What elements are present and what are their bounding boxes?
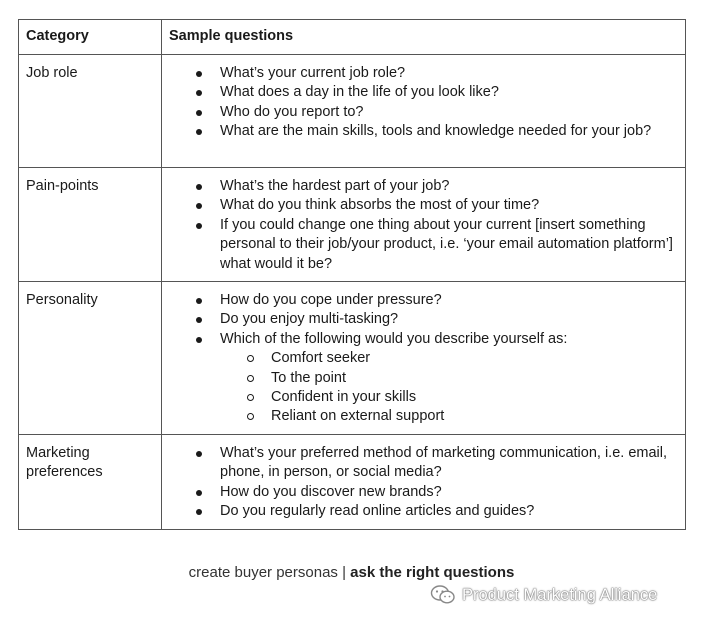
watermark-text: Product Marketing Alliance bbox=[462, 585, 658, 604]
list-item: What’s the hardest part of your job? bbox=[168, 177, 673, 196]
header-sample-questions: Sample questions bbox=[162, 20, 686, 55]
list-item: What do you think absorbs the most of your time? bbox=[168, 196, 673, 215]
table-header-row bbox=[19, 20, 686, 55]
bullet-icon bbox=[196, 110, 202, 116]
questions-table bbox=[18, 19, 686, 530]
list-item: What’s your preferred method of marketing communication, i.e. email, phone, in person, or social media? bbox=[168, 444, 673, 483]
category-cell: Personality bbox=[19, 282, 162, 435]
bullet-icon bbox=[196, 90, 202, 96]
category-cell: Marketing preferences bbox=[19, 434, 162, 529]
bullet-icon bbox=[196, 184, 202, 190]
bullet-icon bbox=[196, 71, 202, 77]
bullet-icon bbox=[196, 509, 202, 515]
bullet-icon bbox=[196, 337, 202, 343]
table-row bbox=[19, 434, 686, 529]
list-item: To the point bbox=[168, 369, 673, 388]
question-list bbox=[168, 177, 673, 274]
question-list bbox=[168, 64, 673, 142]
table-row bbox=[19, 168, 686, 282]
questions-cell bbox=[162, 434, 686, 529]
watermark bbox=[430, 584, 657, 606]
list-item: What’s your current job role? bbox=[168, 64, 673, 83]
list-item: Comfort seeker bbox=[168, 349, 673, 368]
table-row bbox=[19, 55, 686, 168]
header-category: Category bbox=[19, 20, 162, 55]
bullet-icon bbox=[196, 298, 202, 304]
bullet-icon bbox=[196, 129, 202, 135]
list-item: How do you discover new brands? bbox=[168, 483, 673, 502]
list-item: How do you cope under pressure? bbox=[168, 291, 673, 310]
list-item: Confident in your skills bbox=[168, 388, 673, 407]
list-item: Reliant on external support bbox=[168, 407, 673, 426]
list-item: What are the main skills, tools and knowledge needed for your job? bbox=[168, 122, 673, 141]
wechat-icon bbox=[430, 584, 456, 606]
question-list bbox=[168, 291, 673, 427]
bullet-icon bbox=[196, 451, 202, 457]
question-list bbox=[168, 444, 673, 522]
category-cell: Pain-points bbox=[19, 168, 162, 282]
caption bbox=[0, 564, 703, 581]
list-item: Do you regularly read online articles and guides? bbox=[168, 502, 673, 521]
option-list bbox=[168, 349, 673, 427]
list-item: What does a day in the life of you look like? bbox=[168, 83, 673, 102]
bullet-icon bbox=[196, 223, 202, 229]
circle-bullet-icon bbox=[247, 413, 254, 420]
category-cell: Job role bbox=[19, 55, 162, 168]
circle-bullet-icon bbox=[247, 375, 254, 382]
table-row bbox=[19, 282, 686, 435]
bullet-icon bbox=[196, 490, 202, 496]
questions-cell bbox=[162, 55, 686, 168]
circle-bullet-icon bbox=[247, 394, 254, 401]
list-item: Do you enjoy multi-tasking? bbox=[168, 310, 673, 329]
bullet-icon bbox=[196, 203, 202, 209]
list-item: Which of the following would you describe yourself as: Comfort seeker To the point Confident in your skills Reliant on external support bbox=[168, 330, 673, 427]
questions-cell bbox=[162, 282, 686, 435]
caption-prefix: create buyer personas | bbox=[188, 564, 351, 581]
circle-bullet-icon bbox=[247, 355, 254, 362]
questions-cell bbox=[162, 168, 686, 282]
list-item: If you could change one thing about your current [insert something personal to their job/your product, i.e. ‘your email automation platform’] what would it be? bbox=[168, 216, 673, 274]
caption-bold: ask the right questions bbox=[350, 564, 515, 581]
list-item: Who do you report to? bbox=[168, 103, 673, 122]
bullet-icon bbox=[196, 317, 202, 323]
